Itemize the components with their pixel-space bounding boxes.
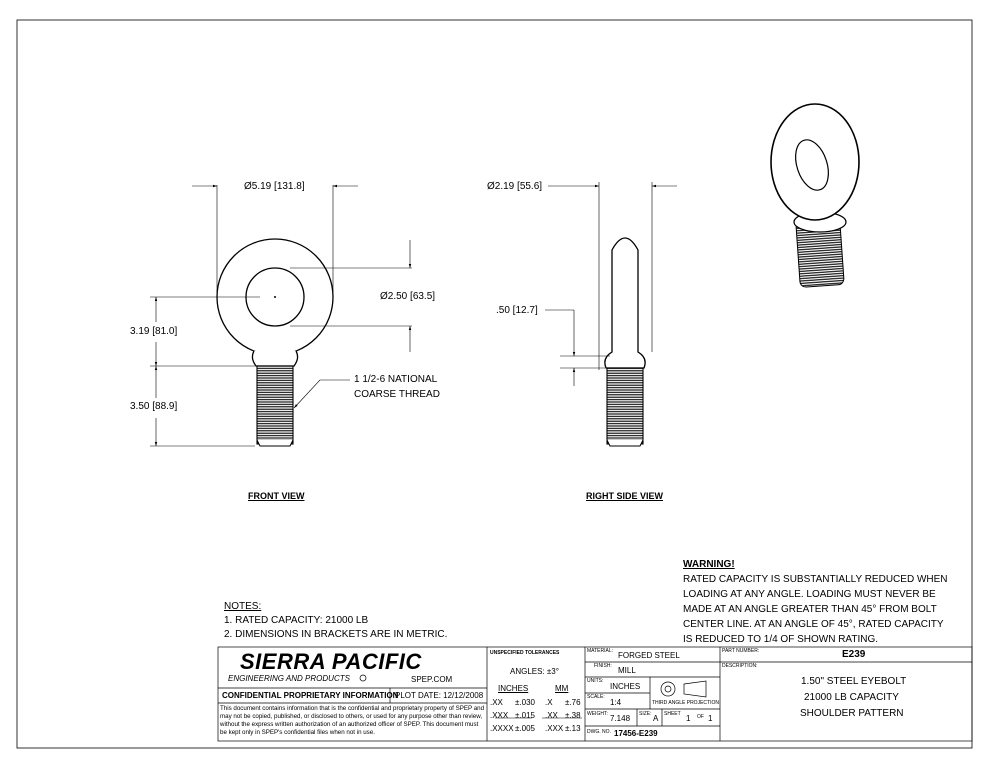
isometric-view-eyebolt (771, 104, 859, 287)
description-line: SHOULDER PATTERN (800, 708, 904, 719)
units-label: UNITS: (587, 678, 604, 684)
note-item: 1. RATED CAPACITY: 21000 LB (224, 615, 369, 626)
confidential-heading: CONFIDENTIAL PROPRIETARY INFORMATION (222, 691, 399, 700)
company-logo: SIERRA PACIFIC (240, 649, 422, 674)
shoulder-height-label: .50 [12.7] (496, 305, 538, 316)
description-line: 21000 LB CAPACITY (804, 692, 899, 703)
of-label: OF (697, 714, 704, 720)
tolerance-inch-precision: .XX (490, 698, 503, 707)
tolerance-mm-value: ±.76 (565, 698, 581, 707)
tolerance-mm-precision: .X (545, 698, 553, 707)
company-subtitle: ENGINEERING AND PRODUCTS (228, 674, 350, 683)
tolerance-inches-header: INCHES (498, 684, 529, 693)
dwg-no-value: 17456-E239 (614, 729, 658, 738)
tolerance-mm-value: ±.13 (565, 724, 581, 733)
notes-title: NOTES: (224, 601, 262, 612)
thread-callout-line2: COARSE THREAD (354, 389, 440, 400)
tolerances-title: UNSPECIFIED TOLERANCES (490, 650, 560, 656)
side-view-eyebolt (605, 238, 645, 446)
plot-date: PLOT DATE: 12/12/2008 (395, 691, 484, 700)
front-diameter-label: Ø5.19 [131.8] (244, 181, 305, 192)
finish-label: FINISH: (594, 663, 612, 669)
warning-block (683, 557, 948, 647)
front-view-title: FRONT VIEW (248, 491, 305, 501)
note-item: 2. DIMENSIONS IN BRACKETS ARE IN METRIC. (224, 629, 448, 640)
tolerance-inch-value: ±.015 (515, 711, 535, 720)
warning-title: WARNING! (683, 559, 735, 570)
side-diameter-label: Ø2.19 [55.6] (487, 181, 543, 192)
eye-height-label: 3.19 [81.0] (130, 326, 178, 337)
sheets-value: 1 (708, 714, 713, 723)
tolerance-inch-value: ±.030 (515, 698, 535, 707)
tolerance-mm-precision: .XX (545, 711, 558, 720)
eye-diameter-label: Ø2.50 [63.5] (380, 291, 436, 302)
description-line: 1.50" STEEL EYEBOLT (801, 676, 907, 687)
weight-label: WEIGHT: (587, 711, 608, 717)
weight-value: 7.148 (610, 714, 631, 723)
dwg-no-label: DWG. NO. (587, 729, 611, 735)
legal-notice: This document contains information that is the confidential and proprietary property of SPEP and may not be copied, published, or disclosed to others, or used for any purpose other than review, without the express written authorization of an authorized officer of SPEP. This document must be kept only in SPEP's confidential files when not in use. (220, 705, 485, 736)
side-view-title: RIGHT SIDE VIEW (586, 491, 664, 501)
tolerance-angles: ANGLES: ±3° (510, 667, 559, 676)
thread-length-label: 3.50 [88.9] (130, 401, 178, 412)
sheet-value: 1 (686, 714, 691, 723)
warning-line: IS REDUCED TO 1/4 OF SHOWN RATING. (683, 634, 879, 645)
size-value: A (653, 714, 659, 723)
description-label: DESCRIPTION: (722, 663, 758, 669)
part-number-value: E239 (842, 649, 866, 660)
part-number-label: PART NUMBER: (722, 648, 760, 654)
tolerance-inch-precision: .XXXX (490, 724, 514, 733)
finish-value: MILL (618, 666, 636, 675)
projection-label: THIRD ANGLE PROJECTION (652, 700, 719, 706)
units-value: INCHES (610, 682, 641, 691)
company-website: SPEP.COM (411, 675, 453, 684)
scale-value: 1:4 (610, 698, 622, 707)
tolerance-inch-value: ±.005 (515, 724, 535, 733)
third-angle-projection-icon (661, 681, 706, 697)
warning-line: MADE AT AN ANGLE GREATER THAN 45° FROM BOLT (683, 604, 937, 615)
size-label: SIZE: (639, 711, 652, 717)
warning-line: CENTER LINE. AT AN ANGLE OF 45°, RATED CAPACITY (683, 619, 944, 630)
thread-callout-line1: 1 1/2-6 NATIONAL (354, 374, 438, 385)
warning-line: LOADING AT ANY ANGLE. LOADING MUST NEVER BE (683, 589, 936, 600)
registered-mark-icon (360, 675, 366, 681)
scale-label: SCALE: (587, 694, 605, 700)
tolerance-mm-precision: .XXX (545, 724, 564, 733)
material-label: MATERIAL: (587, 648, 614, 654)
front-view-eyebolt (217, 239, 333, 446)
warning-line: RATED CAPACITY IS SUBSTANTIALLY REDUCED WHEN (683, 574, 948, 585)
material-value: FORGED STEEL (618, 651, 680, 660)
sheet-label: SHEET (664, 711, 681, 717)
tolerance-inch-precision: .XXX (490, 711, 509, 720)
tolerance-mm-header: MM (555, 684, 569, 693)
tolerance-mm-value: ±.38 (565, 711, 581, 720)
